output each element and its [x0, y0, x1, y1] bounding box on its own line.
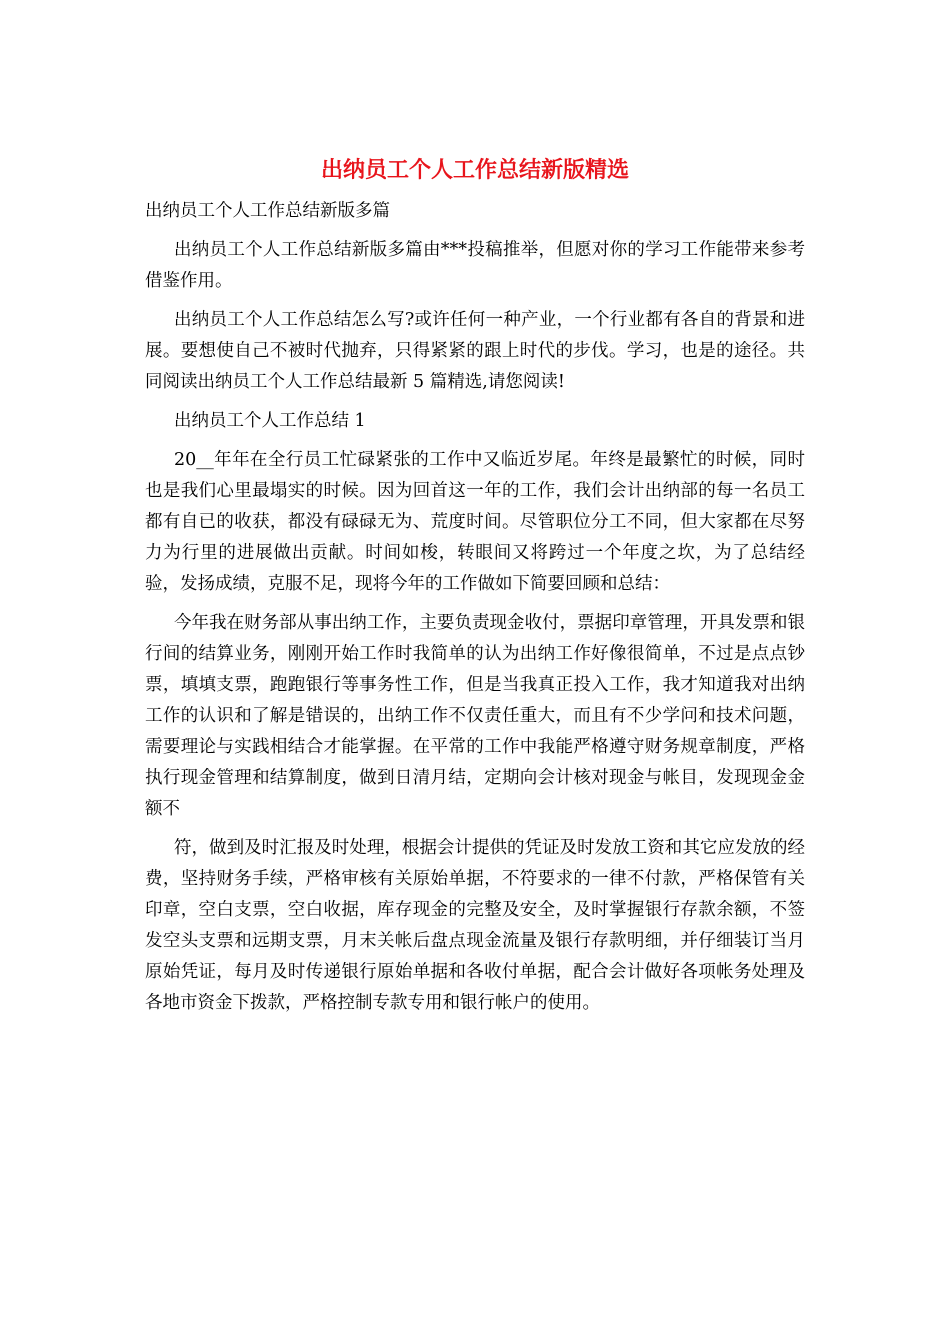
document-subtitle: 出纳员工个人工作总结新版多篇 [145, 201, 390, 221]
paragraph-year-review: 20__年年在全行员工忙碌紧张的工作中又临近岁尾。年终是最繁忙的时候，同时也是我们心里最塌实的时候。因为回首这一年的工作，我们会计出纳部的每一名员工都有自已的收获，都没有碌碌无为、荒度时间。尽管职位分工不同，但大家都在尽努力为行里的进展做出贡献。时间如梭，转眼间又将跨过一个年度之坎，为了总结经验，发扬成绩，克服不足，现将今年的工作做如下简要回顾和总结： [145, 450, 805, 594]
paragraph-overview: 出纳员工个人工作总结怎么写?或许任何一种产业，一个行业都有各自的背景和进展。要想使自己不被时代抛弃，只得紧紧的跟上时代的步伐。学习，也是的途径。共同阅读出纳员工个人工作总结最新 5 篇精选,请您阅读! [145, 310, 805, 392]
paragraph-intro: 出纳员工个人工作总结新版多篇由***投稿推举，但愿对你的学习工作能带来参考借鉴作用。 [145, 240, 805, 291]
section-heading: 出纳员工个人工作总结 1 [174, 411, 366, 431]
paragraph-procedures: 符，做到及时汇报及时处理，根据会计提供的凭证及时发放工资和其它应发放的经费，坚持财务手续，严格审核有关原始单据，不符要求的一律不付款，严格保管有关印章，空白支票，空白收据，库存现金的完整及安全，及时掌握银行存款余额，不签发空头支票和远期支票，月末关帐后盘点现金流量及银行存款明细，并仔细装订当月原始凭证，每月及时传递银行原始单据和各收付单据，配合会计做好各项帐务处理及各地市资金下拨款，严格控制专款专用和银行帐户的使用。 [145, 838, 805, 1013]
document-title: 出纳员工个人工作总结新版精选 [320, 157, 629, 183]
paragraph-duties: 今年我在财务部从事出纳工作，主要负责现金收付，票据印章管理，开具发票和银行间的结算业务，刚刚开始工作时我简单的认为出纳工作好像很简单，不过是点点钞票，填填支票，跑跑银行等事务性工作，但是当我真正投入工作，我才知道我对出纳工作的认识和了解是错误的，出纳工作不仅责任重大，而且有不少学问和技术问题，需要理论与实践相结合才能掌握。在平常的工作中我能严格遵守财务规章制度，严格执行现金管理和结算制度，做到日清月结，定期向会计核对现金与帐目，发现现金金额不 [145, 613, 805, 819]
document-body [145, 196, 805, 1027]
